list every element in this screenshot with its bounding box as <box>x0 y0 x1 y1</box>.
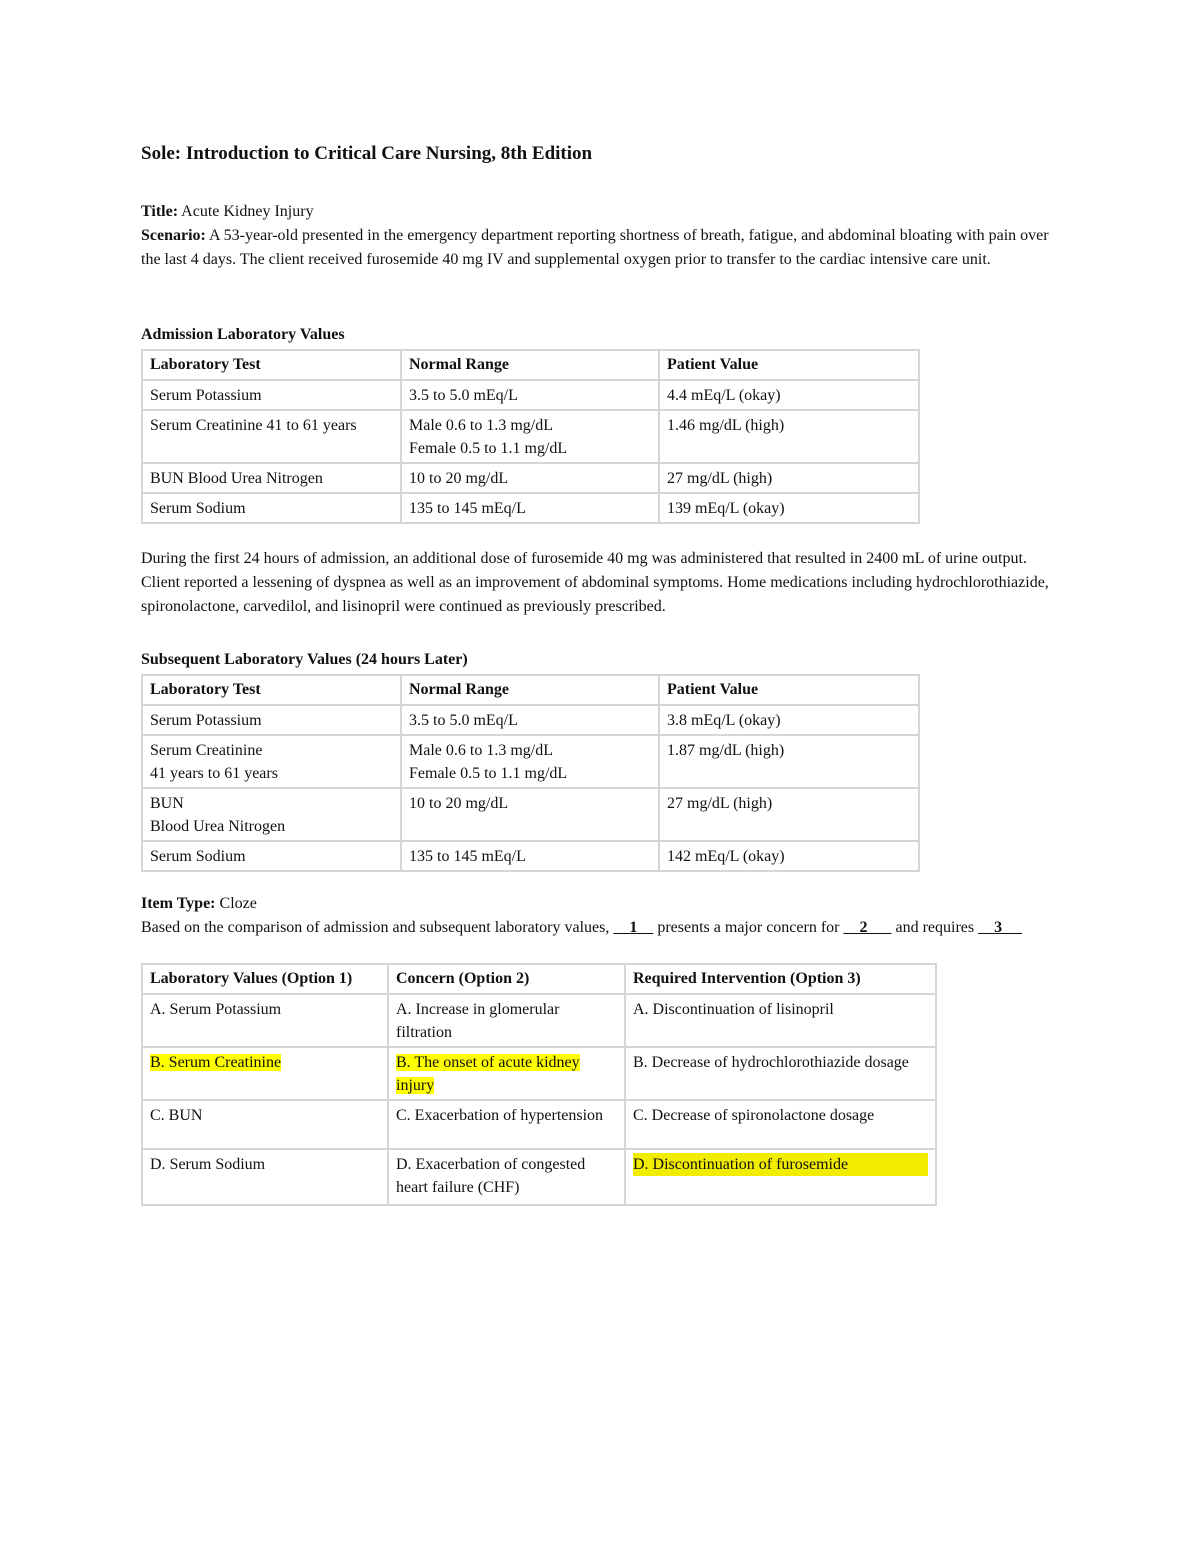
progress-text: During the first 24 hours of admission, an additional dose of furosemide 40 mg was administered that resulted in 2400 mL of urine output. Client reported a lessening of dyspnea as well as an improvement of abdominal symptoms. Home medications including hydrochlorothiazide, spironolactone, carvedilol, and lisinopril were continued as previously prescribed. <box>141 550 1049 615</box>
lab-test <box>142 705 401 735</box>
range-male: Male 0.6 to 1.3 mg/dL <box>409 417 553 434</box>
lab-test <box>142 735 401 788</box>
table-row <box>142 1149 936 1205</box>
lab-test-detail: Blood Urea Nitrogen <box>150 818 286 835</box>
normal-range <box>401 788 659 841</box>
table-row <box>142 380 919 410</box>
highlighted-answer: D. Discontinuation of furosemide <box>633 1153 928 1176</box>
normal-range <box>401 410 659 463</box>
column-header: Normal Range <box>401 675 659 705</box>
lab-test: Serum Potassium <box>142 380 401 410</box>
normal-range: 135 to 145 mEq/L <box>401 493 659 523</box>
option-1-c[interactable]: C. BUN <box>142 1100 388 1149</box>
table-row <box>142 994 936 1047</box>
option-1-b[interactable] <box>142 1047 388 1100</box>
highlighted-answer: B. Serum Creatinine <box>150 1054 282 1071</box>
range-text: 3.5 to 5.0 mEq/L <box>409 712 518 729</box>
cloze-block <box>141 892 1056 940</box>
progress-paragraph <box>141 547 1056 619</box>
patient-value: 3.8 mEq/L (okay) <box>659 705 919 735</box>
option-3-c[interactable]: C. Decrease of spironolactone dosage <box>625 1100 936 1149</box>
range-text: 10 to 20 mg/dL <box>409 795 509 812</box>
table-row <box>142 788 919 841</box>
table-row <box>142 735 919 788</box>
highlighted-answer: B. The onset of acute kidney injury <box>396 1054 580 1094</box>
table-header-row <box>142 675 919 705</box>
blank-3: 3 <box>994 919 1003 936</box>
normal-range <box>401 705 659 735</box>
option-2-d[interactable]: D. Exacerbation of congested heart failure (CHF) <box>388 1149 625 1205</box>
table-row <box>142 1100 936 1149</box>
patient-value: 1.46 mg/dL (high) <box>659 410 919 463</box>
normal-range <box>401 841 659 871</box>
column-header: Required Intervention (Option 3) <box>625 964 936 994</box>
lab-test <box>142 788 401 841</box>
column-header: Patient Value <box>659 350 919 380</box>
cloze-text: Based on the comparison of admission and subsequent laboratory values, <box>141 919 614 936</box>
column-header: Concern (Option 2) <box>388 964 625 994</box>
lab-test-name: Serum Creatinine <box>150 742 263 759</box>
admission-heading: Admission Laboratory Values <box>141 326 345 343</box>
title-value: Acute Kidney Injury <box>181 203 314 220</box>
table-row <box>142 1047 936 1100</box>
item-type-value: Cloze <box>219 895 257 912</box>
lab-test-name: BUN <box>150 795 184 812</box>
lab-test: BUN Blood Urea Nitrogen <box>142 463 401 493</box>
table-row <box>142 705 919 735</box>
scenario-text: A 53-year-old presented in the emergency department reporting shortness of breath, fatigue, and abdominal bloating with pain over the last 4 days. The client received furosemide 40 mg IV and supplemental oxygen prior to transfer to the cardiac intensive care unit. <box>141 227 1049 268</box>
cloze-text: and requires <box>891 919 979 936</box>
lab-test-name: Serum Potassium <box>150 712 262 729</box>
option-2-a[interactable]: A. Increase in glomerular filtration <box>388 994 625 1047</box>
option-1-a[interactable]: A. Serum Potassium <box>142 994 388 1047</box>
title-label: Title: <box>141 203 179 220</box>
normal-range <box>401 735 659 788</box>
patient-value: 27 mg/dL (high) <box>659 463 919 493</box>
patient-value: 4.4 mEq/L (okay) <box>659 380 919 410</box>
lab-test-detail: 41 years to 61 years <box>150 765 278 782</box>
lab-test: Serum Sodium <box>142 493 401 523</box>
option-3-a[interactable]: A. Discontinuation of lisinopril <box>625 994 936 1047</box>
cloze-text: presents a major concern for <box>653 919 844 936</box>
range-text: 135 to 145 mEq/L <box>409 848 526 865</box>
column-header: Laboratory Test <box>142 350 401 380</box>
table-header-row <box>142 350 919 380</box>
admission-lab-table <box>141 349 920 524</box>
range-female: Female 0.5 to 1.1 mg/dL <box>409 765 568 782</box>
subsequent-lab-table <box>141 674 920 872</box>
patient-value: 27 mg/dL (high) <box>659 788 919 841</box>
patient-value: 139 mEq/L (okay) <box>659 493 919 523</box>
subsequent-heading: Subsequent Laboratory Values (24 hours Later) <box>141 651 468 668</box>
column-header: Laboratory Test <box>142 675 401 705</box>
option-1-d[interactable]: D. Serum Sodium <box>142 1149 388 1205</box>
table-row <box>142 493 919 523</box>
column-header: Laboratory Values (Option 1) <box>142 964 388 994</box>
blank-1: 1 <box>629 919 638 936</box>
column-header: Normal Range <box>401 350 659 380</box>
blank-2: 2 <box>859 919 868 936</box>
lab-test-name: Serum Sodium <box>150 848 246 865</box>
lab-test <box>142 841 401 871</box>
option-2-b[interactable] <box>388 1047 625 1100</box>
options-table <box>141 963 937 1206</box>
patient-value: 1.87 mg/dL (high) <box>659 735 919 788</box>
normal-range: 3.5 to 5.0 mEq/L <box>401 380 659 410</box>
patient-value: 142 mEq/L (okay) <box>659 841 919 871</box>
scenario-label: Scenario: <box>141 227 206 244</box>
option-3-b[interactable]: B. Decrease of hydrochlorothiazide dosage <box>625 1047 936 1100</box>
lab-test: Serum Creatinine 41 to 61 years <box>142 410 401 463</box>
table-row <box>142 841 919 871</box>
scenario-block <box>141 200 1056 272</box>
table-header-row <box>142 964 936 994</box>
range-female: Female 0.5 to 1.1 mg/dL <box>409 440 568 457</box>
option-2-c[interactable]: C. Exacerbation of hypertension <box>388 1100 625 1149</box>
column-header: Patient Value <box>659 675 919 705</box>
table-row <box>142 410 919 463</box>
range-male: Male 0.6 to 1.3 mg/dL <box>409 742 553 759</box>
document-title: Sole: Introduction to Critical Care Nursing, 8th Edition <box>141 143 593 164</box>
normal-range: 10 to 20 mg/dL <box>401 463 659 493</box>
item-type-label: Item Type: <box>141 895 216 912</box>
option-3-d[interactable] <box>625 1149 936 1205</box>
table-row <box>142 463 919 493</box>
